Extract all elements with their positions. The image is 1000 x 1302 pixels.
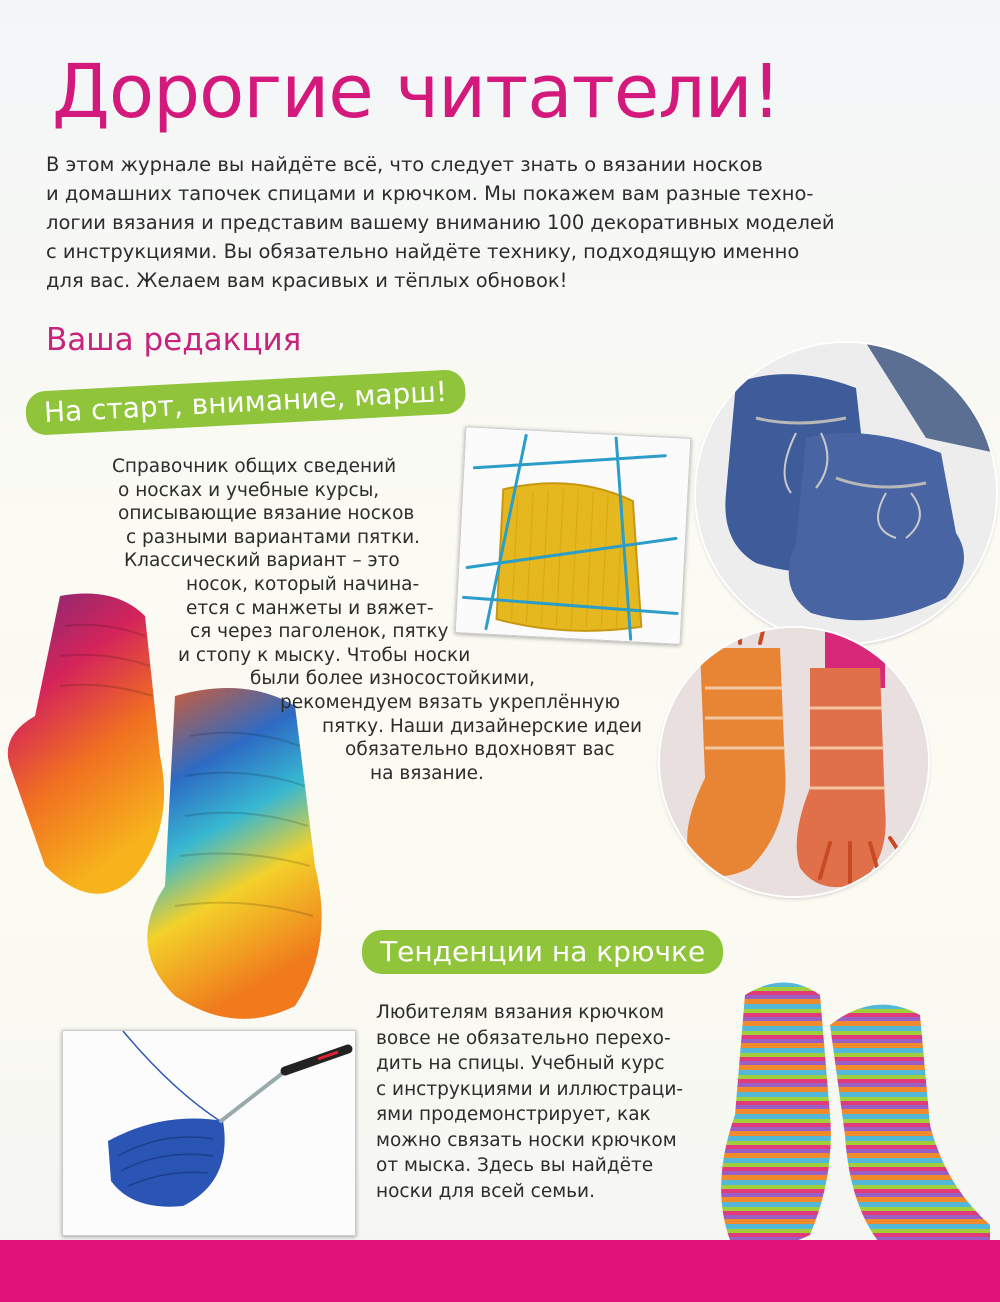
intro-line: и домашних тапочек спицами и крючком. Мы покажем вам разные техно-	[46, 182, 814, 205]
body-line: были более износостойкими,	[250, 668, 536, 690]
section-crochet-body	[376, 1000, 683, 1204]
body-line: с инструкциями и иллюстраци-	[376, 1078, 684, 1100]
body-line: на вязание.	[370, 762, 484, 784]
section-heading-start: На старт, внимание, марш!	[25, 369, 466, 436]
page-title: Дорогие читатели!	[52, 49, 781, 135]
body-line: с разными вариантами пятки.	[126, 526, 421, 548]
body-line: Любителям вязания крючком	[376, 1002, 665, 1023]
section-heading-crochet: Тенденции на крючке	[362, 930, 723, 974]
body-line: ется с манжеты и вяжет-	[186, 597, 434, 619]
footer-bar	[0, 1240, 1000, 1302]
body-line: дить на спицы. Учебный курс	[376, 1053, 665, 1074]
body-line: описывающие вязание носков	[118, 503, 415, 525]
body-line: рекомендуем вязать укреплённую	[280, 691, 621, 713]
section-start-body	[0, 455, 660, 785]
body-line: Справочник общих сведений	[112, 456, 397, 477]
body-line: можно связать носки крючком	[376, 1129, 677, 1151]
body-line: ся через паголенок, пятку	[190, 621, 449, 643]
body-line: носок, который начина-	[186, 573, 420, 595]
body-line: Классический вариант – это	[124, 550, 400, 572]
striped-socks-photo	[700, 955, 1000, 1255]
body-line: обязательно вдохновят вас	[345, 739, 615, 761]
crochet-hook-illustration	[63, 1031, 355, 1235]
editor-signature: Ваша редакция	[46, 322, 302, 358]
body-line: и стопу к мыску. Чтобы носки	[178, 644, 471, 666]
intro-line: с инструкциями. Вы обязательно найдёте технику, подходящую именно	[46, 240, 800, 263]
body-line: пятку. Наши дизайнерские идеи	[322, 715, 643, 737]
crochet-hook-photo	[62, 1030, 356, 1236]
striped-socks-illustration	[700, 955, 1000, 1255]
intro-line: для вас. Желаем вам красивых и тёплых обновок!	[46, 269, 568, 292]
body-line: вовсе не обязательно перехо-	[376, 1027, 671, 1049]
body-line: ями продемонстрирует, как	[376, 1104, 651, 1125]
intro-paragraph	[46, 150, 886, 295]
body-line: носки для всей семьи.	[376, 1180, 595, 1202]
body-line: о носках и учебные курсы,	[118, 479, 380, 501]
body-line: от мыска. Здесь вы найдёте	[376, 1155, 654, 1176]
intro-line: В этом журнале вы найдёте всё, что следует знать о вязании носков	[46, 153, 763, 176]
intro-line: логии вязания и представим вашему вниманию 100 декоративных моделей	[46, 211, 835, 234]
